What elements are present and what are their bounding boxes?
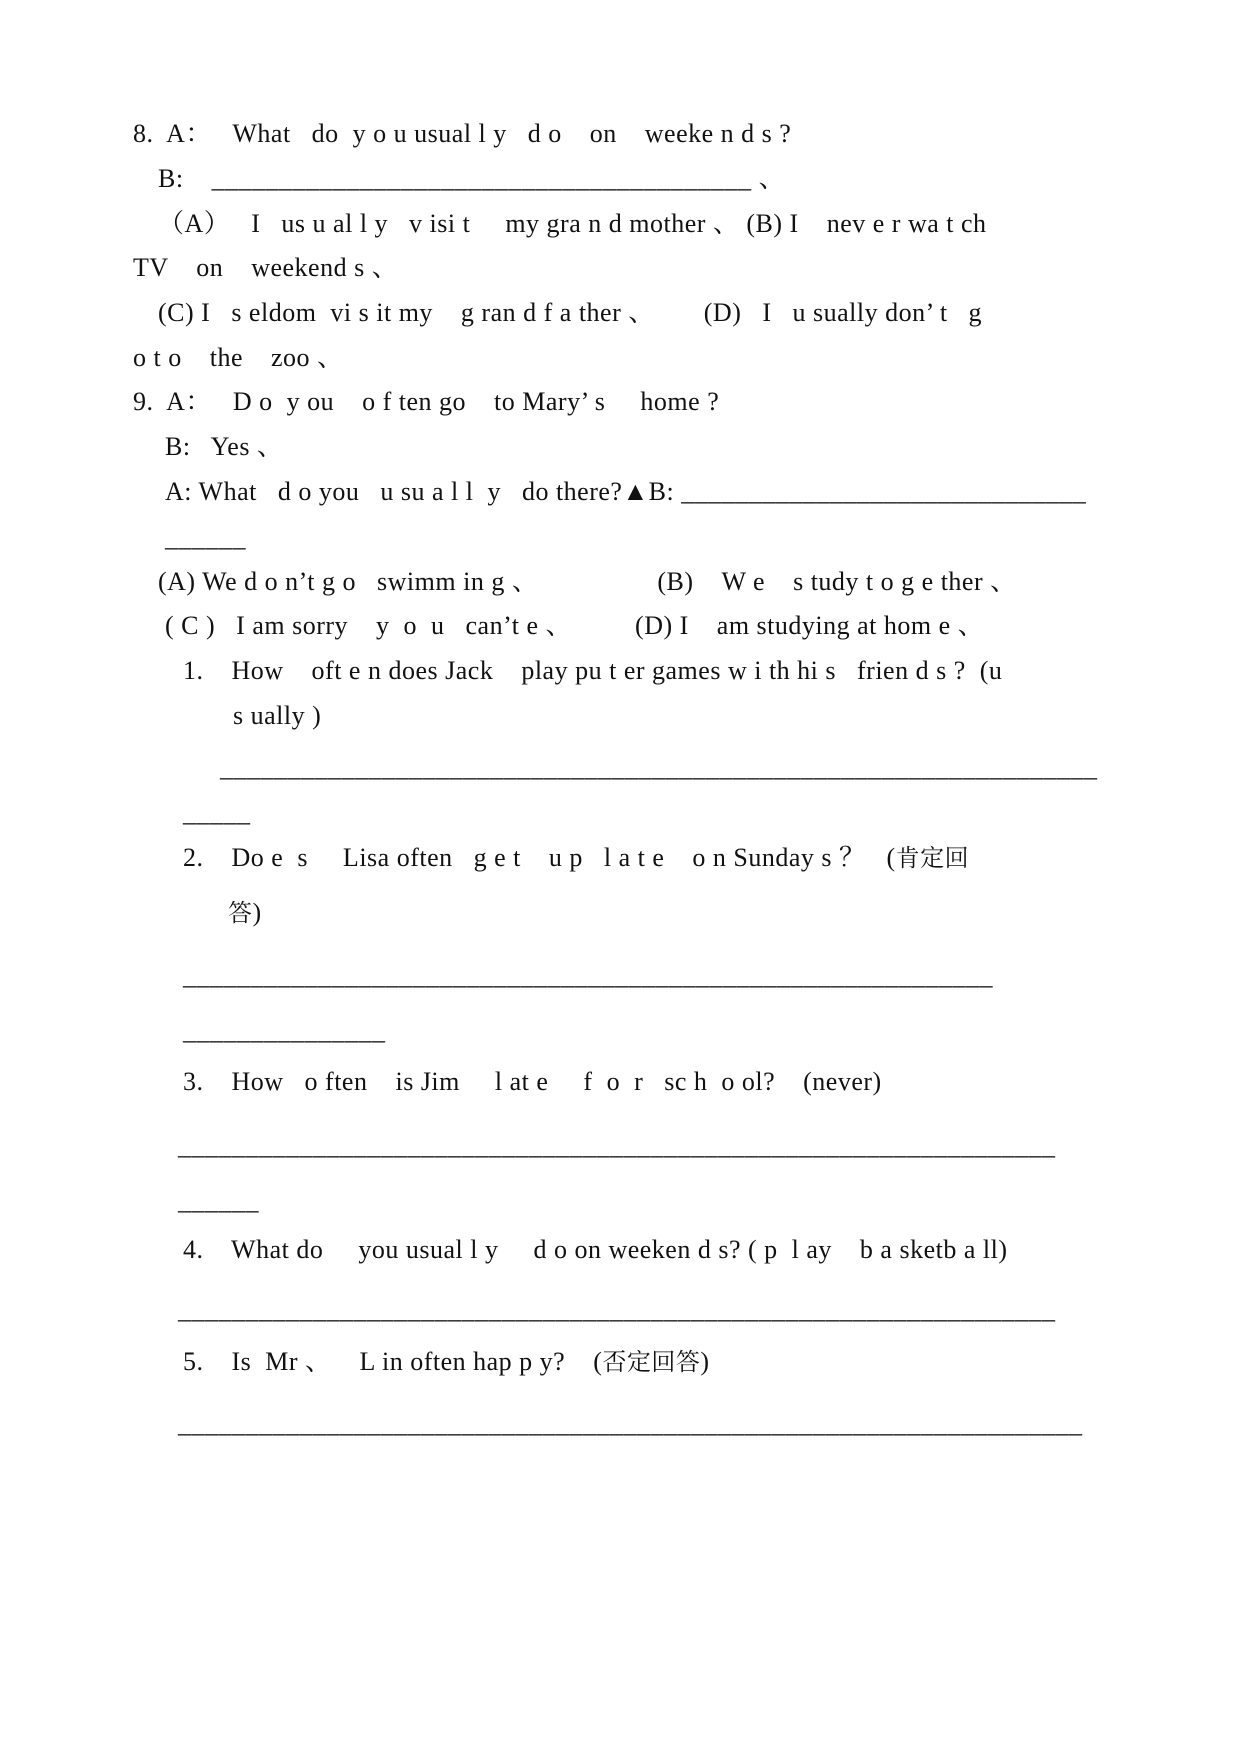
exercise-4-answer-blank: _________________________________________________________________ <box>178 1295 1056 1324</box>
q9-reply: B: Yes 、 <box>165 432 284 461</box>
exercise-2-close-paren: ) <box>252 898 262 927</box>
exercise-5-answer-blank: ___________________________________________________________________ <box>178 1409 1083 1438</box>
exercise-1-answer-blank: _________________________________________________________________ <box>220 753 1098 782</box>
exercise-4-question: 4. What do you usual l y d o on weeken d s? ( p l ay b a sketb a ll) <box>183 1235 1008 1264</box>
q9-option-a-b: (A) We d o n’t g o swimm in g 、 (B) W e s tudy t o g e ther 、 <box>158 567 1017 596</box>
q8-option-a-b: （A） I us u al l y v isi t my gra n d mother 、 (B) I nev e r wa t ch <box>158 209 987 238</box>
q9-blank-continued: ______ <box>165 523 246 552</box>
q8-question: 8. A： What do y o u usual l y d o on weeke n d s ? <box>133 119 792 148</box>
exercise-3-answer-blank: _________________________________________________________________ <box>178 1131 1056 1160</box>
q8-option-d-continued: o t o the zoo 、 <box>133 343 344 372</box>
exercise-2-answer-blank: ____________________________________________________________ <box>183 961 993 990</box>
exercise-5-hint: 否定回答 <box>602 1348 701 1376</box>
exercise-2-hint: 肯定回 <box>895 844 970 872</box>
exercise-5-question <box>183 1346 710 1378</box>
q8-answer-line: B: ________________________________________ 、 <box>158 164 786 193</box>
q8-option-b-continued: TV on weekend s 、 <box>133 253 399 282</box>
exercise-5-question-text: 5. Is Mr 、 L in often hap p y? ( <box>183 1347 603 1376</box>
exercise-1-answer-blank-cont: _____ <box>183 798 251 827</box>
q9-option-c-d: ( C ) I am sorry y o u can’t e 、 (D) I am studying at hom e 、 <box>165 611 985 640</box>
q9-followup: A: What d o you u su a l l y do there?▲B: ______________________________ <box>165 477 1087 506</box>
exercise-3-question: 3. How o ften is Jim l at e f o r sc h o ol? (never) <box>183 1067 882 1096</box>
exercise-2-answer-blank-cont: _______________ <box>183 1016 386 1045</box>
exercise-2-question-cont <box>228 897 262 929</box>
exercise-5-close-paren: ) <box>700 1347 710 1376</box>
exercise-2-question-text: 2. Do e s Lisa often g e t u p l a t e o n Sunday s ？ ( <box>183 843 896 872</box>
q8-option-c-d: (C) I s eldom vi s it my g ran d f a ther 、 (D) I u sually don’ t g <box>158 298 983 327</box>
exercise-1-question: 1. How oft e n does Jack play pu t er games w i th hi s frien d s ? (u <box>183 656 1003 685</box>
exercise-2-hint-cont: 答 <box>228 899 253 927</box>
q9-question: 9. A： D o y ou o f ten go to Mary’ s home ? <box>133 387 720 416</box>
exercise-3-answer-blank-cont: ______ <box>178 1186 259 1215</box>
exercise-2-question <box>183 842 969 874</box>
exercise-1-question-cont: s ually ) <box>233 701 322 730</box>
